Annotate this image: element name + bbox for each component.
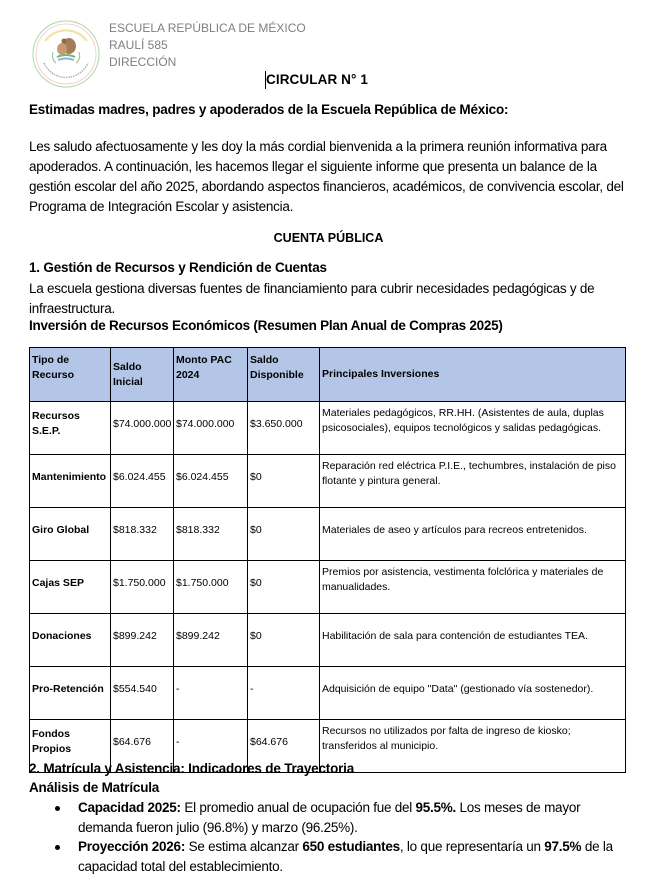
cell-saldo-disponible: $3.650.000 [248, 402, 320, 455]
cell-monto-pac: $818.332 [174, 508, 248, 561]
section1-title: 1. Gestión de Recursos y Rendición de Cuentas [29, 260, 327, 275]
section1-text: La escuela gestiona diversas fuentes de financiamiento para cubrir necesidades pedagógicas y de infraestructura. [29, 281, 595, 316]
column-header-saldo-disponible: Saldo Disponible [248, 348, 320, 402]
table-row [30, 561, 626, 614]
school-seal-logo-icon [31, 19, 101, 89]
column-header-saldo-inicial: Saldo Inicial [111, 348, 174, 402]
bullet-label: Proyección 2026: [78, 839, 186, 854]
circular-title: CIRCULAR N° 1 [266, 72, 368, 87]
table-row [30, 667, 626, 720]
cell-inversiones: Materiales pedagógicos, RR.HH. (Asistentes de aula, duplas psicosociales), equipos tecnológicos y salidas pedagógicas. [320, 402, 626, 455]
table-row [30, 508, 626, 561]
bullet-value: 95.5%. [415, 800, 457, 815]
cell-saldo-inicial: $554.540 [111, 667, 174, 720]
cell-inversiones: Reparación red eléctrica P.I.E., techumbres, instalación de piso flotante y pintura general. [320, 455, 626, 508]
bullet-value: 97.5% [544, 839, 582, 854]
bullet-text: de la capacidad total del establecimiento. [78, 839, 613, 874]
column-header-inversiones: Principales Inversiones [320, 348, 626, 402]
cell-tipo: Cajas SEP [30, 561, 111, 614]
school-department: DIRECCIÓN [109, 55, 177, 69]
cell-monto-pac: $1.750.000 [174, 561, 248, 614]
bullet-text: , lo que representaría un [399, 839, 545, 854]
intro-paragraph: Les saludo afectuosamente y les doy la más cordial bienvenida a la primera reunión informativa para apoderados. A continuación, les hacemos llegar el siguiente informe que presenta un balance de la gestión escolar del año 2025, abordando aspectos financieros, académicos, de convivencia escolar, del Programa de Integración Escolar y asistencia. [29, 139, 624, 214]
cell-saldo-disponible: - [248, 667, 320, 720]
section2-subtitle: Análisis de Matrícula [29, 780, 160, 795]
cell-saldo-disponible: $0 [248, 561, 320, 614]
cell-inversiones: Habilitación de sala para contención de estudiantes TEA. [320, 614, 626, 667]
cell-saldo-inicial: $6.024.455 [111, 455, 174, 508]
bullet-icon [55, 845, 60, 850]
cell-monto-pac: $74.000.000 [174, 402, 248, 455]
bullet-label: Capacidad 2025: [78, 800, 181, 815]
school-address: RAULÍ 585 [109, 38, 168, 52]
table-row [30, 402, 626, 455]
column-header-tipo: Tipo de Recurso [30, 348, 111, 402]
salutation: Estimadas madres, padres y apoderados de la Escuela República de México: [29, 102, 509, 117]
cell-saldo-inicial: $74.000.000 [111, 402, 174, 455]
table-title: Inversión de Recursos Económicos (Resumen Plan Anual de Compras 2025) [29, 318, 503, 333]
cell-tipo: Fondos Propios [30, 720, 111, 773]
school-name: ESCUELA REPÚBLICA DE MÉXICO [109, 21, 306, 35]
cell-tipo: Recursos S.E.P. [30, 402, 111, 455]
table-row [30, 614, 626, 667]
bullet-icon [55, 806, 60, 811]
cell-tipo: Mantenimiento [30, 455, 111, 508]
list-item [52, 798, 622, 837]
section2-title: 2. Matrícula y Asistencia: Indicadores de Trayectoria [29, 761, 355, 776]
cell-saldo-disponible: $0 [248, 508, 320, 561]
cell-saldo-inicial: $818.332 [111, 508, 174, 561]
cell-monto-pac: $6.024.455 [174, 455, 248, 508]
column-header-monto-pac: Monto PAC 2024 [174, 348, 248, 402]
matricula-bullet-list [52, 798, 622, 876]
bullet-value: 650 estudiantes [302, 839, 400, 854]
cell-saldo-inicial: $899.242 [111, 614, 174, 667]
cell-inversiones: Materiales de aseo y artículos para recreos entretenidos. [320, 508, 626, 561]
table-header-row [30, 348, 626, 402]
cell-inversiones: Recursos no utilizados por falta de ingreso de kiosko; transferidos al municipio. [320, 720, 626, 773]
cell-inversiones: Premios por asistencia, vestimenta folclórica y materiales de manualidades. [320, 561, 626, 614]
cell-monto-pac: - [174, 720, 248, 773]
cell-inversiones: Adquisición de equipo "Data" (gestionado vía sostenedor). [320, 667, 626, 720]
cell-tipo: Donaciones [30, 614, 111, 667]
bullet-text: Los meses de mayor demanda fueron julio (96.8%) y marzo (96.25%). [78, 800, 581, 835]
cell-saldo-inicial: $64.676 [111, 720, 174, 773]
table-row [30, 455, 626, 508]
school-info [109, 20, 306, 71]
cell-monto-pac: - [174, 667, 248, 720]
list-item [52, 837, 622, 876]
cell-monto-pac: $899.242 [174, 614, 248, 667]
cell-saldo-disponible: $0 [248, 614, 320, 667]
cell-saldo-inicial: $1.750.000 [111, 561, 174, 614]
cell-tipo: Pro-Retención [30, 667, 111, 720]
cell-saldo-disponible: $64.676 [248, 720, 320, 773]
bullet-text: Se estima alcanzar [185, 839, 303, 854]
cell-tipo: Giro Global [30, 508, 111, 561]
cuenta-publica-heading: CUENTA PÚBLICA [273, 231, 384, 245]
bullet-text: El promedio anual de ocupación fue del [180, 800, 416, 815]
investment-table [29, 347, 626, 773]
cell-saldo-disponible: $0 [248, 455, 320, 508]
